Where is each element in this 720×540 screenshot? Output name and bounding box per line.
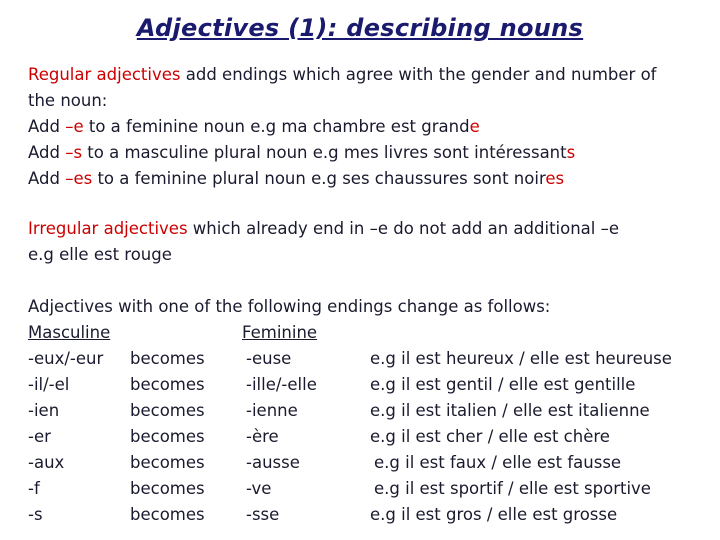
irregular-text: which already end in –e do not add an additional –e [187,219,620,238]
feminine-ending: -ve [246,479,272,498]
becomes-label: becomes [130,505,205,524]
table-row [0,346,720,372]
rule-example-ending: es [545,169,565,188]
example-text: e.g il est faux / elle est fausse [374,453,622,472]
rule-ending: –e [65,117,84,136]
example-text: e.g il est gentil / elle est gentille [370,375,636,394]
irregular-adjectives-term: Irregular adjectives [28,219,188,238]
example-text: e.g il est italien / elle est italienne [370,401,650,420]
regular-intro-line [28,62,657,88]
endings-heading: Adjectives with one of the following endings change as follows: [28,297,551,316]
rule-prefix: Add [28,143,66,162]
feminine-ending: -ausse [246,453,300,472]
table-header-row [0,320,720,346]
regular-adjectives-term: Regular adjectives [28,65,181,84]
table-row [0,372,720,398]
example-text: e.g il est heureux / elle est heureuse [370,349,672,368]
table-row [0,424,720,450]
masculine-ending: -er [28,427,51,446]
rule-masculine-plural [28,140,575,166]
example-text: e.g il est sportif / elle est sportive [374,479,651,498]
regular-intro-text: add endings which agree with the gender and number of [180,65,657,84]
feminine-ending: -ienne [246,401,298,420]
rule-ending: –es [65,169,93,188]
rule-ending: –s [65,143,83,162]
table-row [0,450,720,476]
regular-intro-line-2: the noun: [28,91,108,110]
page-title: Adjectives (1): describing nouns [136,14,584,42]
irregular-line [28,216,619,242]
example-text: e.g il est gros / elle est grosse [370,505,618,524]
becomes-label: becomes [130,427,205,446]
rule-text: to a masculine plural noun e.g mes livres sont intéressant [82,143,567,162]
irregular-example: e.g elle est rouge [28,245,172,264]
becomes-label: becomes [130,453,205,472]
masculine-ending: -f [28,479,40,498]
masculine-ending: -s [28,505,43,524]
rule-text: to a feminine plural noun e.g ses chaussures sont noir [92,169,546,188]
rule-prefix: Add [28,169,66,188]
rule-feminine [28,114,480,140]
rule-prefix: Add [28,117,66,136]
masculine-ending: -eux/-eur [28,349,104,368]
feminine-ending: -euse [246,349,292,368]
table-row [0,476,720,502]
becomes-label: becomes [130,401,205,420]
feminine-ending: -sse [246,505,280,524]
rule-text: to a feminine noun e.g ma chambre est grand [83,117,470,136]
feminine-ending: -ère [246,427,279,446]
table-row [0,502,720,528]
table-row [0,398,720,424]
masculine-ending: -il/-el [28,375,70,394]
rule-feminine-plural [28,166,564,192]
column-header-feminine: Feminine [242,323,318,342]
column-header-masculine: Masculine [28,323,111,342]
rule-example-ending: s [566,143,576,162]
feminine-ending: -ille/-elle [246,375,317,394]
becomes-label: becomes [130,479,205,498]
rule-example-ending: e [469,117,480,136]
becomes-label: becomes [130,349,205,368]
masculine-ending: -ien [28,401,60,420]
example-text: e.g il est cher / elle est chère [370,427,610,446]
becomes-label: becomes [130,375,205,394]
masculine-ending: -aux [28,453,65,472]
